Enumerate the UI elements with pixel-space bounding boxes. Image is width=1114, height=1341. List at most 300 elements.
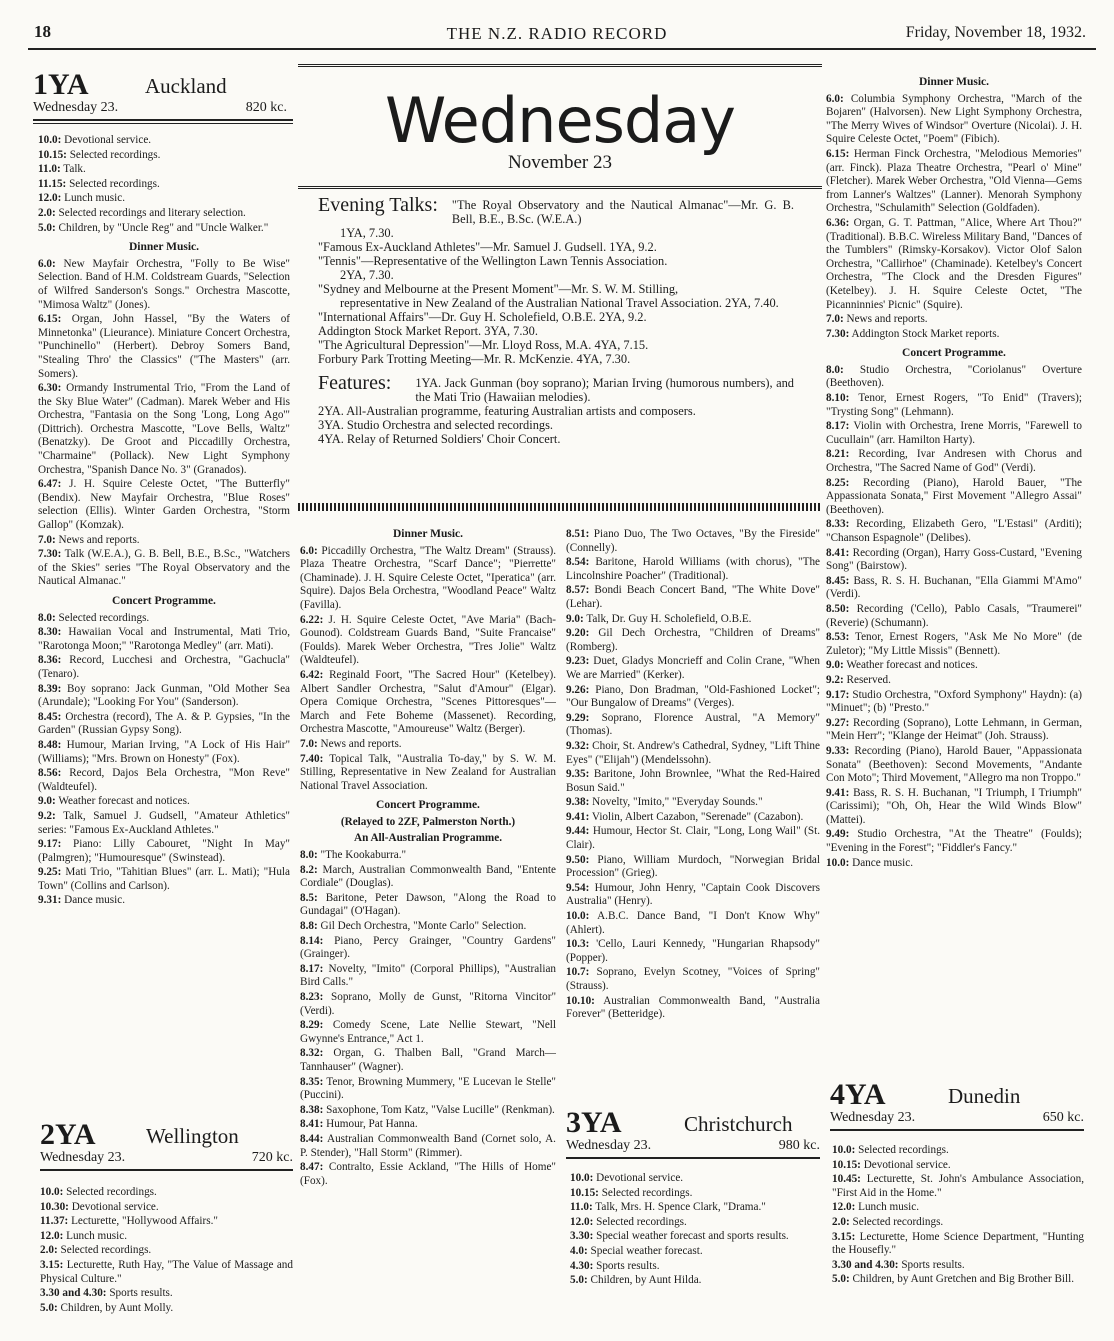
programme-item [300,1104,556,1118]
rule [830,1129,1084,1131]
programme-text: Recording (Soprano), Lotte Lehmann, in German, "Mein Herr"; "Klange der Heimat" (Joh. Strauss). [826,716,1083,743]
programme-time: 9.25: [38,866,62,879]
programme-item [566,684,820,711]
programme-time: 10.7: [566,966,590,979]
programme-time: 9.35: [566,768,590,781]
programme-item [38,149,290,163]
programme-time: 10.45: [832,1173,861,1186]
programme-time: 9.32: [566,739,590,752]
programme-time: 3.30 and 4.30: [40,1287,107,1300]
programme-time: 7.0: [826,313,844,326]
programme-item [38,838,290,865]
programme-item [300,963,556,990]
programme-time: 8.36: [38,654,62,667]
station-2ya-header [40,1120,293,1171]
talk-line: "International Affairs"—Dr. Guy H. Scholefield, O.B.E. 2YA, 9.2. [318,310,647,324]
programme-item [566,966,820,993]
programme-time: 9.50: [566,853,590,866]
talk-line: "Tennis"—Representative of the Wellington Lawn Tennis Association. [318,254,668,268]
programme-time: 10.15: [832,1158,861,1171]
programme-time: 8.0: [826,363,844,376]
programme-item [826,674,1082,688]
programme-time: 6.47: [38,478,62,491]
banner-date: November 23 [508,152,612,173]
programme-time: 9.33: [826,744,850,757]
programme-text: Choir, St. Andrew's Cathedral, Sydney, "Lift Thine Eyes" ("Elijah") (Mendelssohn). [566,739,820,766]
programme-time: 9.23: [566,655,590,668]
programme-time: 6.0: [826,92,844,105]
programme-item [826,717,1082,744]
programme-item [300,849,556,863]
programme-text: Gil Dech Orchestra, "Monte Carlo" Selection. [320,920,527,933]
programme-item [38,258,290,312]
programme-time: 9.0: [826,659,844,672]
programme-item [38,894,290,908]
programme-time: 8.56: [38,767,62,780]
programme-text: Piccadilly Orchestra, "The Waltz Dream" (Strauss). Plaza Theatre Orchestra, "Scarf Dance"; "Pierrette" (Chaminade). J. H. Squire Celeste Octet, "Iperatica" (arr. Squire). Dajos Bela Orchestra, "Woodland Peace" Waltz (Favilla). [300,544,556,611]
programme-time: 6.22: [300,613,324,626]
programme-time: 9.0: [38,795,56,808]
programme-time: 11.0: [570,1201,593,1214]
programme-time: 8.10: [826,392,850,405]
programme-text: Recording, Ivar Andresen with Chorus and Orchestra, "The Sacred Name of God" (Verdi). [826,448,1082,475]
programme-item [826,603,1082,630]
programme-time: 10.0: [566,910,590,923]
programme-item [300,920,556,934]
programme-time: 4.0: [570,1244,588,1257]
issue-date: Friday, November 18, 1932. [905,24,1086,41]
programme-text: Organ, John Hassel, "By the Waters of Minnetonka" (Lieurance). Miniature Concert Orchestra, "Punchinello" (Herbert). Debroy Somers Band, "Stealing Thro' the Classics" ("The Masters" (arr. Somers). [38,313,291,380]
station-day: Wednesday 23. [566,1138,652,1153]
programme-time: 8.14: [300,934,324,947]
programme-text: Children, by Aunt Hilda. [590,1274,702,1287]
programme-item [570,1245,820,1259]
banner-day: Wednesday [385,84,735,157]
station-call: 3YA [566,1106,622,1139]
programme-text: Tenor, Ernest Rogers, "Ask Me No More" (de Zuletor); "My Little Missis" (Bennett). [826,631,1082,657]
programme-time: 8.8: [300,920,318,933]
programme-item [570,1187,820,1201]
programme-item [38,178,290,192]
talk-line: "Famous Ex-Auckland Athletes"—Mr. Samuel J. Gudsell. 1YA, 9.2. [318,240,657,254]
programme-text: Soprano, Florence Austral, "A Memory" (Thomas). [566,711,820,738]
programme-text: Record, Dajos Bela Orchestra, "Mon Reve" (Waldteufel). [38,767,290,793]
column-1ya [38,134,290,909]
programme-item [826,477,1082,518]
programme-text: Humour, John Henry, "Captain Cook Discovers Australia" (Henry). [566,881,820,908]
programme-item [38,866,290,893]
programme-item [38,134,290,148]
programme-text: New Mayfair Orchestra, "Folly to Be Wise" Selection. Band of H.M. Coldstream Guards, "Selection of Wilfred Sanderson's Songs." Orchestra Mascotte, "Mimosa Waltz" (Jones). [38,257,290,311]
programme-time: 9.2: [826,673,844,686]
programme-text: Lunch music. [64,192,126,205]
programme-item [300,545,556,613]
rule [33,123,293,124]
station-frequency: 720 kc. [251,1150,293,1165]
programme-text: Novelty, "Imito," "Everyday Sounds." [592,796,763,809]
programme-time: 12.0: [40,1229,64,1242]
programme-time: 8.29: [300,1019,324,1032]
programme-time: 3.30: [570,1230,594,1243]
programme-item [40,1201,293,1215]
programme-item [826,392,1082,419]
programme-text: Violin with Orchestra, Irene Morris, "Farewell to Cucullain" (arr. Hamilton Harty). [826,420,1082,446]
station-day: Wednesday 23. [33,100,119,115]
rule [40,1169,293,1171]
feature-line: 2YA. All-Australian programme, featuring Australian artists and composers. [318,404,696,418]
programme-text: Soprano, Molly de Gunst, "Ritorna Vincitor" (Verdi). [300,991,557,1017]
programme-text: J. H. Squire Celeste Octet, "Ave Maria" (Bach-Gounod). Coldstream Guards Band, "Suite Francaise" (Foulds). Marek Weber Orchestra, "Tres Jolie" Waltz (Waldteufel). [300,613,557,667]
programme-time: 5.0: [570,1274,588,1287]
programme-item [38,654,290,681]
station-subline [33,100,293,116]
station-1ya-header [33,70,293,124]
programme-text: Tenor, Ernest Rogers, "To Enid" (Travers); "Trysting Song" (Lehmann). [826,392,1082,418]
programme-item [566,712,820,739]
programme-time: 8.50: [826,602,850,615]
evening-talks-box [318,194,794,446]
talk-line: representative in New Zealand of the Australian National Travel Association. 2YA, 7.40. [340,296,779,310]
programme-time: 7.30: [826,327,850,340]
programme-time: 9.17: [38,838,62,851]
station-call: 2YA [40,1118,96,1151]
programme-time: 11.15: [38,177,67,190]
programme-item [570,1274,820,1288]
programme-item [826,420,1082,447]
programme-item [826,364,1082,391]
talk-line: Addington Stock Market Report. 3YA, 7.30. [318,324,538,338]
programme-item [300,1161,556,1188]
programme-item [832,1231,1084,1258]
programme-item [38,626,290,653]
programme-text: Devotional service. [71,1200,159,1213]
programme-time: 2.0: [38,206,56,219]
programme-item [826,313,1082,327]
section-heading: Concert Programme. [902,347,1006,360]
programme-item [300,1076,556,1103]
section-heading: Dinner Music. [392,528,464,540]
programme-item [832,1201,1084,1215]
programme-item [38,534,290,548]
column-4ya [832,1144,1084,1288]
programme-item [570,1172,820,1186]
programme-item [566,910,820,937]
programme-time: 9.41: [566,810,590,823]
programme-text: Dance music. [64,894,125,907]
programme-time: 10.3: [566,938,590,951]
programme-time: 8.17: [826,420,850,433]
programme-text: Dance music. [852,856,913,869]
programme-text: Sports results. [596,1259,660,1272]
programme-item [566,627,820,654]
programme-time: 9.27: [826,716,850,729]
programme-text: Piano, William Murdoch, "Norwegian Bridal Procession" (Grieg). [566,853,820,880]
programme-time: 4.30: [570,1259,594,1272]
programme-item [300,991,556,1018]
station-3ya-header [566,1108,820,1159]
programme-item [566,768,820,795]
programme-item [300,753,556,794]
programme-text: Lunch music. [858,1201,920,1214]
programme-text: Sports results. [109,1287,173,1300]
programme-item [832,1144,1084,1158]
programme-time: 8.33: [826,518,850,531]
programme-item [826,787,1082,828]
programme-text: Talk, Mrs. H. Spence Clark, "Drama." [595,1201,766,1214]
programme-time: 5.0: [832,1273,850,1286]
talk-line: "Sydney and Melbourne at the Present Moment"—Mr. S. W. M. Stilling, [318,282,679,296]
programme-text: Gil Dech Orchestra, "Children of Dreams" (Romberg). [566,627,821,653]
programme-time: 5.0: [38,221,56,234]
programme-text: Devotional service. [64,134,152,146]
programme-time: 9.26: [566,683,590,696]
programme-text: Piano: Lilly Cabouret, "Night In May" (Palmgren); "Humouresque" (Swinstead). [38,838,291,864]
feature-line: 1YA. Jack Gunman (boy soprano); Marian Irving (humorous numbers), and the Mati Trio (Hawaiian melodies). [415,376,794,404]
programme-text: Piano, Percy Grainger, "Country Gardens" (Grainger). [300,934,556,961]
programme-text: News and reports. [846,313,928,326]
dotted-divider [298,503,822,511]
evening-talks-heading: Evening Talks: [318,194,438,216]
programme-text: Selected recordings. [60,1244,152,1257]
programme-text: Recording, Elizabeth Gero, "L'Estasi" (Arditi); "Chanson Espagnole" (Delibes). [826,518,1082,544]
programme-text: Lecturette, Ruth Hay, "The Value of Massage and Physical Culture." [40,1258,293,1285]
programme-time: 8.45: [38,710,62,723]
programme-text: "The Kookaburra." [320,849,407,862]
programme-text: Humour, Marian Irving, "A Lock of His Hair" (Williams); "Mrs. Brown on Honesty" (Fox). [38,738,291,765]
station-day: Wednesday 23. [830,1110,916,1125]
programme-text: Studio Orchestra, "Oxford Symphony" Haydn): (a) "Minuet"; (b) "Presto." [826,688,1082,715]
programme-time: 3.30 and 4.30: [832,1258,899,1271]
programme-item [566,796,820,810]
programme-text: Contralto, Essie Ackland, "The Hills of Home" (Fox). [300,1161,556,1187]
programme-item [40,1302,293,1316]
programme-time: 8.45: [826,574,850,587]
programme-time: 12.0: [832,1201,856,1214]
features-heading: Features: [318,372,392,394]
programme-item [826,659,1082,673]
programme-item [300,1118,556,1132]
section-heading: Concert Programme. [112,595,216,607]
programme-time: 9.38: [566,796,590,809]
talk-line: 1YA, 7.30. [340,226,394,240]
station-call: 4YA [830,1078,886,1111]
programme-time: 9.20: [566,627,590,640]
section-heading: (Relayed to 2ZF, Palmerston North.) [340,815,516,828]
column-2ya-evening [300,522,556,1189]
programme-text: 'Cello, Lauri Kennedy, "Hungarian Rhapsody" (Popper). [566,938,821,964]
programme-item [566,528,820,555]
programme-time: 8.25: [826,476,850,489]
programme-time: 6.42: [300,668,324,681]
programme-item [38,683,290,710]
programme-time: 7.30: [38,548,62,561]
programme-time: 3.15: [40,1258,64,1271]
programme-item [300,738,556,752]
programme-item [826,857,1082,871]
programme-time: 12.0: [38,192,62,205]
programme-time: 2.0: [832,1215,850,1228]
programme-time: 5.0: [40,1301,58,1314]
programme-item [40,1244,293,1258]
talk-line: "The Agricultural Depression"—Mr. Lloyd Ross, M.A. 4YA, 7.15. [318,338,649,352]
programme-time: 6.15: [826,147,850,160]
programme-item [826,828,1082,855]
programme-text: Talk. [63,163,86,176]
programme-text: Organ, G. T. Pattman, "Alice, Where Art Thou?" (Traditional). B.B.C. Wireless Military Band, "Dances of the Tumblers" (Rimsky-Korsakov). Victor Olof Salon Orchestra, "Callirhoe" (Chaminade). Ketelbey's Concert Orchestra, "The Clock and the Dresden Figures" (Ketelbey). J. H. Squire Celeste Octet, "The Picanninnies' Picnic" (Squire). [826,216,1082,311]
programme-text: Tenor, Browning Mummery, "E Lucevan le Stelle" (Puccini). [300,1075,556,1102]
programme-text: Ormandy Instrumental Trio, "From the Land of the Sky Blue Water" (Cadman). Marek Weber and His Orchestra, "Fantasia on the Song 'Long, Long Ago'" (Dittrich). Orchestra Mascotte, "Love Bells, Waltz" (Benatzky). De Groot and Piccadilly Orchestra, "Charmaine" (Pollack). New Light Symphony Orchestra, "Spanish Dance No. 3" (Granados). [38,382,291,476]
programme-item [38,810,290,837]
programme-time: 6.36: [826,216,850,229]
programme-item [38,711,290,738]
programme-text: Selected recordings. [69,177,160,190]
feature-line: 3YA. Studio Orchestra and selected recordings. [318,418,554,432]
station-subline [40,1150,293,1166]
programme-item [38,192,290,206]
programme-time: 7.0: [300,737,318,750]
programme-item [832,1273,1084,1287]
section-heading: Concert Programme. [376,799,480,812]
programme-text: Selected recordings. [596,1215,687,1228]
programme-text: Recording (Organ), Harry Goss-Custard, "Evening Song" (Bairstow). [826,546,1083,573]
programme-time: 8.54: [566,556,590,569]
programme-text: Baritone, John Brownlee, "What the Red-Haired Bosun Said." [566,768,820,794]
programme-time: 8.48: [38,738,62,751]
programme-item [300,1019,556,1046]
programme-text: Recording (Piano), Harold Bauer, "The Appassionata Sonata," First Movement "Allegro Assai" (Beethoven). [826,476,1083,516]
programme-item [566,655,820,682]
programme-item [300,1047,556,1074]
programme-text: Duet, Gladys Moncrieff and Colin Crane, "When We are Married" (Kerker). [566,655,821,681]
rule [566,1157,820,1159]
programme-item [38,478,290,532]
programme-text: Selected recordings. [58,611,150,624]
programme-text: Devotional service. [596,1172,684,1184]
page-number: 18 [34,22,51,41]
station-frequency: 820 kc. [245,100,287,115]
programme-item [38,795,290,809]
programme-text: Sports results. [901,1258,965,1271]
rule [298,64,822,67]
programme-text: Children, by "Uncle Reg" and "Uncle Walker." [58,221,269,234]
programme-text: Children, by Aunt Molly. [60,1301,174,1314]
station-city: Christchurch [684,1112,793,1136]
station-city: Dunedin [948,1084,1021,1108]
programme-item [38,739,290,766]
station-subline [566,1138,820,1154]
programme-item [826,547,1082,574]
programme-item [566,825,820,852]
programme-time: 9.2: [38,809,56,822]
programme-text: Baritone, Peter Dawson, "Along the Road to Gundagai" (O'Hagan). [300,891,556,918]
programme-text: Talk (W.E.A.), G. B. Bell, B.E., B.Sc., "Watchers of the Skies" series "The Royal Observatory and the Nautical Almanac." [38,548,290,588]
programme-time: 10.15: [570,1186,599,1199]
programme-time: 11.37: [40,1215,69,1228]
programme-text: Studio Orchestra, "At the Theatre" (Foulds); "Evening in the Forest"; "Fiddler's Fancy." [826,828,1083,855]
programme-time: 9.17: [826,688,850,701]
programme-time: 8.41: [300,1118,324,1131]
programme-text: Lunch music. [66,1229,128,1242]
programme-item [38,207,290,221]
programme-text: Reginald Foort, "The Sacred Hour" (Ketelbey). Albert Sandler Orchestra, "Salut d'Amour" (Elgar). Opera Comique Orchestra, "Scenes Pittoresques"—March and Fete Boheme (Massenet). Recording, Orchestra Mascotte, "Amoureuse" Waltz (Berger). [300,668,557,736]
programme-item [300,935,556,962]
programme-text: Piano Duo, The Two Octaves, "By the Fireside" (Connelly). [566,528,820,554]
programme-time: 8.32: [300,1047,324,1060]
programme-item [38,612,290,626]
station-frequency: 650 kc. [1042,1110,1084,1125]
programme-item [300,614,556,668]
programme-text: Bass, R. S. H. Buchanan, "I Triumph, I Triumph" (Carissimi); "Oh, Oh, Hear the Wild Winds Blow" (Mattei). [826,786,1082,826]
programme-text: March, Australian Commonwealth Band, "Entente Cordiale" (Douglas). [300,863,556,890]
programme-time: 6.30: [38,382,62,395]
programme-item [38,767,290,794]
programme-text: Humour, Pat Hanna. [326,1118,418,1131]
programme-text: Columbia Symphony Orchestra, "March of the Bojaren" (Halvorsen). New Light Symphony Orchestra, "The Merry Wives of Windsor" Overture (Nicolai). J. H. Squire Celeste Octet, "Poem" (Fibich). [826,92,1082,146]
programme-text: Studio Orchestra, "Coriolanus" Overture (Beethoven). [826,363,1082,390]
programme-text: Devotional service. [863,1158,951,1171]
programme-text: Herman Finck Orchestra, "Melodious Memories" (arr. Finck). Plaza Theatre Orchestra, "Pearl o' Mine" (Fletcher). Marek Weber Orchestra, "Old Vienna—Gems from Lanner's Waltzes" (Lanner). Menorah Symphony Orchestra, "Schulamith" Selection (Goldfaden). [826,147,1083,215]
programme-item [566,995,820,1022]
programme-text: Talk, Samuel J. Gudsell, "Amateur Athletics" series: "Famous Ex-Auckland Athletes." [38,809,290,836]
programme-time: 10.0: [40,1186,64,1198]
programme-item [566,882,820,909]
programme-text: Violin, Albert Cazabon, "Serenade" (Cazabon). [591,810,804,823]
programme-text: Comedy Scene, Late Nellie Stewart, "Nell Gwynne's Entrance," Act 1. [300,1019,556,1045]
station-subline [830,1110,1084,1126]
programme-text: Novelty, "Imito" (Corporal Phillips), "Australian Bird Calls." [300,962,556,989]
rule [298,186,822,189]
programme-text: Bass, R. S. H. Buchanan, "Ella Giammi M'Amo" (Verdi). [826,574,1082,601]
programme-time: 9.31: [38,894,62,907]
day-banner [298,64,822,192]
programme-time: 9.49: [826,828,850,841]
programme-item [566,854,820,881]
programme-text: Topical Talk, "Australia To-day," by S. W. M. Stilling, Representative in New Zealand for Australian National Travel Association. [300,752,556,792]
rule [33,119,293,121]
programme-item [300,864,556,891]
programme-time: 8.38: [300,1103,324,1116]
station-day: Wednesday 23. [40,1150,126,1165]
programme-time: 8.21: [826,448,850,461]
programme-item [566,740,820,767]
programme-item [826,575,1082,602]
programme-time: 8.23: [300,991,324,1003]
programme-item [300,892,556,919]
programme-item [832,1216,1084,1230]
programme-time: 11.0: [38,163,61,176]
programme-time: 7.40: [300,752,324,765]
programme-item [566,556,820,583]
programme-time: 9.44: [566,825,590,838]
programme-text: Talk, Dr. Guy H. Scholefield, O.B.E. [586,612,752,625]
programme-text: Addington Stock Market reports. [851,327,1000,340]
programme-item [38,163,290,177]
programme-text: Orchestra (record), The A. & P. Gypsies, "In the Garden" (Russian Gypsy Song). [38,710,290,737]
programme-item [570,1201,820,1215]
programme-item [38,382,290,477]
programme-text: Boy soprano: Jack Gunman, "Old Mother Sea (Arundale); "Looking For You" (Sanderson). [38,682,290,709]
programme-text: Humour, Hector St. Clair, "Long, Long Wail" (St. Clair). [566,825,820,852]
programme-text: Lecturette, "Hollywood Affairs." [71,1215,218,1228]
programme-time: 8.53: [826,631,850,644]
programme-item [38,548,290,589]
programme-text: Mati Trio, "Tahitian Blues" (arr. L. Mati); "Hula Town" (Collins and Carlson). [38,866,290,892]
programme-text: Australian Commonwealth Band, "Australia Forever" (Betteridge). [566,994,820,1021]
programme-text: Piano, Don Bradman, "Old-Fashioned Locket"; "Our Bungalow of Dreams" (Verges). [566,683,820,710]
programme-text: Lecturette, St. John's Ambulance Association, "First Aid in the Home." [832,1173,1084,1199]
programme-time: 8.2: [300,863,318,876]
programme-time: 3.15: [832,1230,856,1243]
